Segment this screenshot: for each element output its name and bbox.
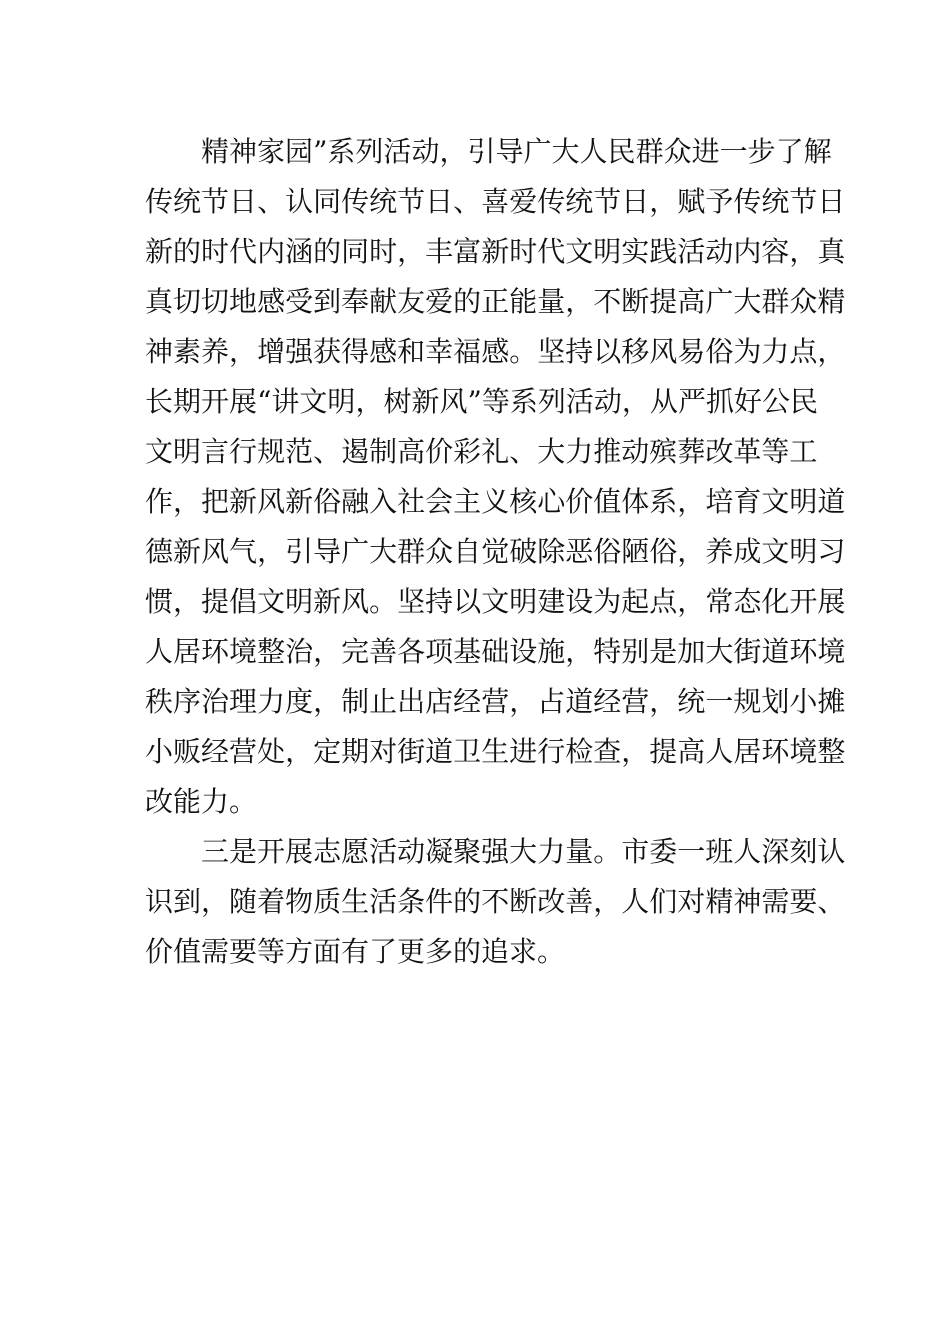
paragraph-1-line-9: 德 新 风 气 ， 引 导 广 大 群 众 自 觉 破 除 恶 俗 陋 俗 ， 养 成 文 明 习 — [145, 535, 846, 568]
paragraph-1-line-12: 秩 序 治 理 力 度 ， 制 止 出 店 经 营 ， 占 道 经 营 ， 统 一 规 划 小 摊 — [145, 685, 846, 718]
paragraph-1-line-2: 传 统 节 日 、 认 同 传 统 节 日 、 喜 爱 传 统 节 日 ， 赋 予 传 统 节 日 — [145, 185, 846, 218]
paragraph-1-line-7: 文 明 言 行 规 范 、 遏 制 高 价 彩 礼 、 大 力 推 动 殡 葬 改 革 等 工 — [145, 435, 818, 468]
paragraph-1-line-11: 人 居 环 境 整 治 ， 完 善 各 项 基 础 设 施 ， 特 别 是 加 大 街 道 环 境 — [145, 635, 846, 668]
paragraph-1-line-4: 真 切 切 地 感 受 到 奉 献 友 爱 的 正 能 量 ， 不 断 提 高 广 大 群 众 精 — [145, 285, 846, 318]
paragraph-2-line-3: 价值需要等方面有了更多的追求。 — [145, 935, 566, 968]
paragraph-2-line-2: 识 到 ， 随 着 物 质 生 活 条 件 的 不 断 改 善 ， 人 们 对 精 神 需 要 、 — [145, 885, 846, 918]
paragraph-1-line-5: 神 素 养 ， 增 强 获 得 感 和 幸 福 感 。 坚 持 以 移 风 易 俗 为 力 点 ， — [145, 335, 846, 368]
paragraph-1-line-1: 精 神 家 园 ” 系 列 活 动 ， 引 导 广 大 人 民 群 众 进 一 步 了 解 — [201, 135, 832, 168]
paragraph-2-line-1: 三 是 开 展 志 愿 活 动 凝 聚 强 大 力 量 。 市 委 一 班 人 深 刻 认 — [201, 835, 846, 868]
paragraph-1-line-3: 新 的 时 代 内 涵 的 同 时 ， 丰 富 新 时 代 文 明 实 践 活 动 内 容 ， 真 — [145, 235, 846, 268]
paragraph-1-line-6: 长 期 开 展 “ 讲 文 明 ， 树 新 风 ” 等 系 列 活 动 ， 从 严 抓 好 公 民 — [145, 385, 819, 418]
paragraph-1-line-14: 改能力。 — [145, 785, 258, 818]
paragraph-1-line-13: 小 贩 经 营 处 ， 定 期 对 街 道 卫 生 进 行 检 查 ， 提 高 人 居 环 境 整 — [145, 735, 846, 768]
paragraph-1-line-8: 作 ， 把 新 风 新 俗 融 入 社 会 主 义 核 心 价 值 体 系 ， 培 育 文 明 道 — [145, 485, 846, 518]
paragraph-1-line-10: 惯 ， 提 倡 文 明 新 风 。 坚 持 以 文 明 建 设 为 起 点 ， 常 态 化 开 展 — [145, 585, 846, 618]
